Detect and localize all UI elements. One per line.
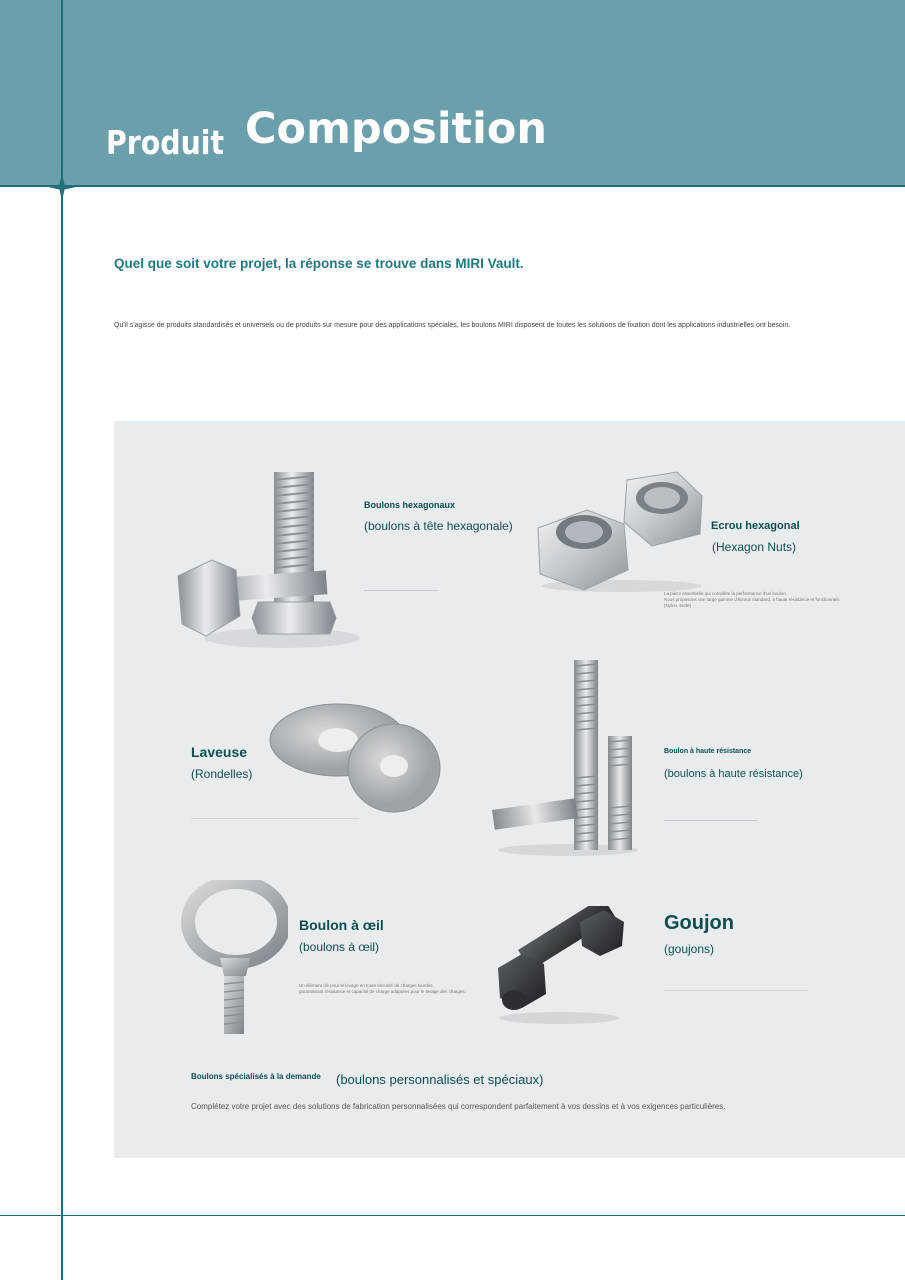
washer-title: Laveuse <box>191 744 248 760</box>
washer-icon <box>268 700 443 815</box>
stud-rule <box>664 990 808 991</box>
eye-bolt-icon <box>178 880 288 1035</box>
hex-nut-subtitle: (Hexagon Nuts) <box>712 540 797 554</box>
custom-title: Boulons spécialisés à la demande <box>191 1072 321 1081</box>
tagline: Quel que soit votre projet, la réponse se trouve dans MIRI Vault. <box>114 256 524 271</box>
intro-text: Qu'il s'agisse de produits standardisés et universels ou de produits sur mesure pour des applications spéciales, les boulons MIRI disposent de toutes les solutions de fixation dont les applications industrielles ont besoin. <box>114 322 791 329</box>
hex-bolts-rule <box>364 590 439 591</box>
header-composition: Composition <box>245 104 548 154</box>
hex-bolts-title: Boulons hexagonaux <box>364 500 456 510</box>
stud-title: Goujon <box>664 912 734 934</box>
hex-nut-title: Ecrou hexagonal <box>711 520 800 532</box>
custom-description: Complétez votre projet avec des solutions de fabrication personnalisées qui correspondent parfaitement à vos dessins et à vos exigences particulières. <box>191 1102 726 1111</box>
stud-bolt-icon <box>494 906 629 1026</box>
washer-rule <box>191 818 359 819</box>
hex-nut-desc-line3: (Nylon, bride). <box>664 603 693 608</box>
header-divider <box>0 185 905 187</box>
header-produit: Produit <box>106 123 225 162</box>
hex-bolt-icon <box>172 466 362 656</box>
hex-nut-desc-line2: Nous proposons une large gamme d'écrous standard, à haute résistance et fonctionnels <box>664 597 840 602</box>
eye-bolt-desc-line1: Un élément clé pour le levage en toute sécurité de charges lourdes, <box>299 983 434 988</box>
high-strength-subtitle: (boulons à haute résistance) <box>664 768 803 780</box>
star-ornament-icon <box>48 173 76 201</box>
threaded-rod-icon <box>488 658 638 858</box>
stud-subtitle: (goujons) <box>664 942 715 956</box>
footer-divider <box>0 1215 905 1216</box>
eye-bolt-desc-line2: garantissant résistance et capacité de charge adaptées pour le levage des charges. <box>299 989 466 994</box>
custom-subtitle: (boulons personnalisés et spéciaux) <box>336 1072 544 1087</box>
eye-bolt-subtitle: (boulons à œil) <box>299 940 380 954</box>
eye-bolt-title: Boulon à œil <box>299 917 384 933</box>
high-strength-rule <box>664 820 757 821</box>
hex-bolts-subtitle: (boulons à tête hexagonale) <box>364 519 513 533</box>
washer-subtitle: (Rondelles) <box>191 767 253 781</box>
high-strength-title: Boulon à haute résistance <box>664 748 752 755</box>
hex-nut-description <box>664 591 839 609</box>
hex-nut-desc-line1: La pièce essentielle qui complète la performance d'un boulon. <box>664 591 788 596</box>
hex-nut-icon <box>532 468 707 593</box>
eye-bolt-description <box>299 983 466 995</box>
